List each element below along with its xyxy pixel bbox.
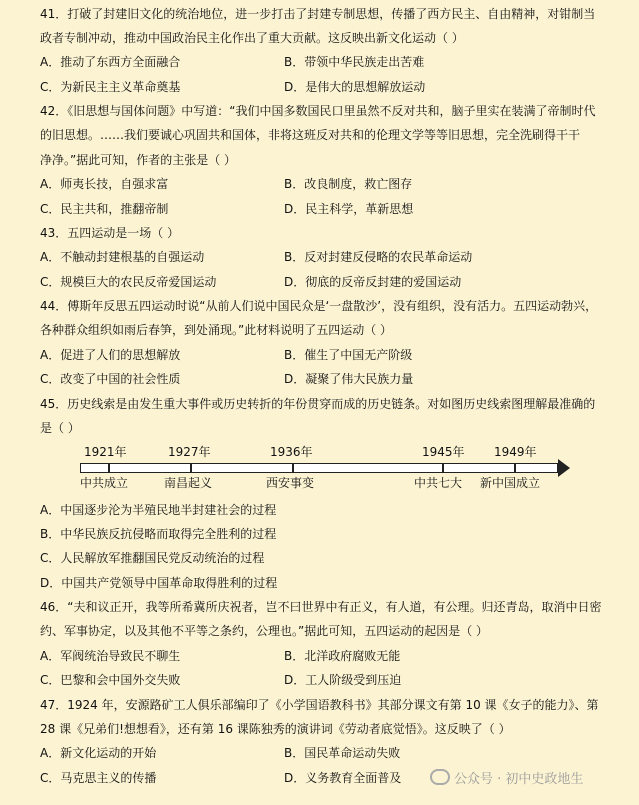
history-timeline — [80, 445, 570, 495]
q44-stem-line1: 44．傅斯年反思五四运动时说“从前人们说中国民众是‘一盘散沙’，没有组织，没有活力。五四运动勃兴， — [40, 299, 598, 313]
timeline-tick — [292, 463, 294, 473]
q43-option-c[interactable]: C．规模巨大的农民反帝爱国运动 — [40, 275, 217, 289]
q46-option-b[interactable]: B．北洋政府腐败无能 — [284, 649, 401, 663]
timeline-event: 新中国成立 — [480, 476, 541, 490]
q41-option-d[interactable]: D．是伟大的思想解放运动 — [284, 80, 426, 94]
q44-stem-line2: 各种群众组织如雨后春笋，到处涌现。”此材料说明了五四运动（ ） — [40, 323, 393, 337]
timeline-year: 1921年 — [84, 445, 127, 459]
q47-stem-line2: 28 课《兄弟们!想想看》，还有第 16 课陈独秀的演讲词《劳动者底觉悟》。这反映了（ ） — [40, 722, 511, 736]
q42-stem-line3: 净净。”据此可知，作者的主张是（ ） — [40, 153, 237, 167]
timeline-event: 中共七大 — [414, 476, 463, 490]
q42-stem-line2: 的旧思想。……我们要诚心巩固共和国体，非将这班反对共和的伦理文学等等旧思想，完全洗刷得干干 — [40, 128, 581, 142]
q43-option-b[interactable]: B．反对封建反侵略的农民革命运动 — [284, 250, 473, 264]
q42-option-c[interactable]: C．民主共和，推翻帝制 — [40, 202, 169, 216]
q41-option-c[interactable]: C．为新民主主义革命奠基 — [40, 80, 181, 94]
q43-option-a[interactable]: A．不触动封建根基的自强运动 — [40, 250, 205, 264]
q44-option-c[interactable]: C．改变了中国的社会性质 — [40, 372, 181, 386]
q47-stem-line1: 47．1924 年，安源路矿工人俱乐部编印了《小学国语教科书》其部分课文有第 10 课《女子的能力》、第 — [40, 698, 599, 712]
q41-stem-line1: 41．打破了封建旧文化的统治地位，进一步打击了封建专制思想，传播了西方民主、自由精神，对钳制当 — [40, 7, 596, 21]
timeline-year: 1927年 — [168, 445, 211, 459]
q44-option-a[interactable]: A．促进了人们的思想解放 — [40, 348, 181, 362]
q46-option-c[interactable]: C．巴黎和会中国外交失败 — [40, 673, 181, 687]
q45-option-b[interactable]: B．中华民族反抗侵略而取得完全胜利的过程 — [40, 527, 277, 541]
q42-stem-line1: 42．《旧思想与国体问题》中写道：“我们中国多数国民口里虽然不反对共和，脑子里实在装满了帝制时代 — [40, 104, 596, 118]
q46-stem-line2: 约、军事协定，以及其他不平等之条约，公理也。”据此可知，五四运动的起因是（ ） — [40, 624, 489, 638]
wechat-icon — [430, 769, 450, 785]
q45-option-d[interactable]: D．中国共产党领导中国革命取得胜利的过程 — [40, 576, 278, 590]
q42-option-a[interactable]: A．师夷长技，自强求富 — [40, 177, 169, 191]
q46-option-d[interactable]: D．工人阶级受到压迫 — [284, 673, 402, 687]
q45-option-c[interactable]: C．人民解放军推翻国民党反动统治的过程 — [40, 551, 265, 565]
q47-option-c[interactable]: C．马克思主义的传播 — [40, 771, 157, 785]
q46-stem-line1: 46．“夫和议正开，我等所希冀所庆祝者，岂不曰世界中有正义，有人道，有公理。归还青岛，取消中日密 — [40, 600, 602, 614]
q41-option-b[interactable]: B．带领中华民族走出苦难 — [284, 55, 425, 69]
q47-option-b[interactable]: B．国民革命运动失败 — [284, 746, 401, 760]
q41-option-a[interactable]: A．推动了东西方全面融合 — [40, 55, 181, 69]
timeline-tick — [190, 463, 192, 473]
timeline-event: 西安事变 — [266, 476, 315, 490]
q42-option-b[interactable]: B．改良制度，救亡图存 — [284, 177, 413, 191]
q41-stem-line2: 政者专制冲动，推动中国政治民主化作出了重大贡献。这反映出新文化运动（ ） — [40, 31, 464, 45]
q42-option-d[interactable]: D．民主科学，革新思想 — [284, 202, 414, 216]
watermark — [430, 768, 583, 787]
timeline-year: 1945年 — [422, 445, 465, 459]
q45-stem-line2: 是（ ） — [40, 421, 80, 435]
timeline-axis — [80, 463, 558, 473]
q43-stem-line1: 43．五四运动是一场（ ） — [40, 226, 180, 240]
q45-stem-line1: 45．历史线索是由发生重大事件或历史转折的年份贯穿而成的历史链条。对如图历史线索图理解最准确的 — [40, 397, 596, 411]
timeline-tick — [514, 463, 516, 473]
timeline-tick — [442, 463, 444, 473]
timeline-event: 南昌起义 — [164, 476, 213, 490]
watermark-text: 公众号 · 初中史政地生 — [454, 772, 584, 787]
q43-option-d[interactable]: D．彻底的反帝反封建的爱国运动 — [284, 275, 462, 289]
timeline-arrow-icon — [558, 459, 570, 477]
timeline-event: 中共成立 — [80, 476, 129, 490]
q44-option-b[interactable]: B．催生了中国无产阶级 — [284, 348, 413, 362]
q45-option-a[interactable]: A．中国逐步沦为半殖民地半封建社会的过程 — [40, 503, 277, 517]
timeline-tick — [108, 463, 110, 473]
timeline-year: 1949年 — [494, 445, 537, 459]
q47-option-a[interactable]: A．新文化运动的开始 — [40, 746, 157, 760]
q47-option-d[interactable]: D．义务教育全面普及 — [284, 771, 402, 785]
q44-option-d[interactable]: D．凝聚了伟大民族力量 — [284, 372, 414, 386]
timeline-year: 1936年 — [270, 445, 313, 459]
q46-option-a[interactable]: A．军阀统治导致民不聊生 — [40, 649, 181, 663]
